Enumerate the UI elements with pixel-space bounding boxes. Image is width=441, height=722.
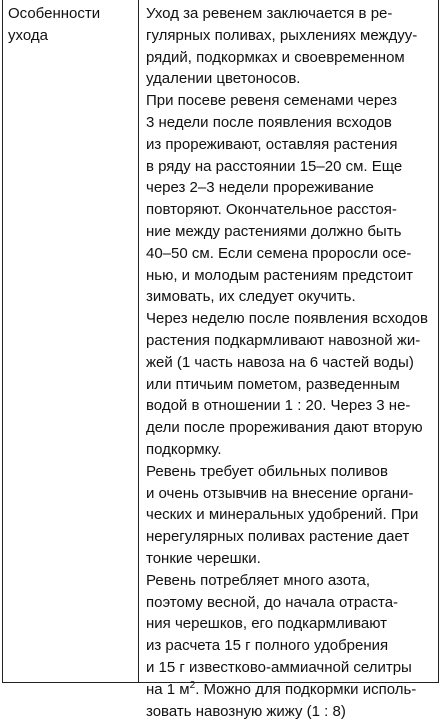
text-line: жей (1 часть навоза на 6 частей воды): [146, 352, 438, 374]
paragraph-care-overview: [146, 3, 438, 90]
text-line: и 15 г известково-аммиачной селитры: [146, 657, 438, 679]
text-fragment: на 1 м: [146, 681, 190, 698]
text-line: или птичьим пометом, разведенным: [146, 374, 438, 396]
text-line: через 2–3 недели прореживание: [146, 177, 438, 199]
content-cell: [146, 3, 438, 722]
text-line: рядий, подкормках и своевременном: [146, 47, 438, 69]
text-fragment: . Можно для подкормки исполь-: [195, 681, 416, 698]
text-line: ческих и минеральных удобрений. При: [146, 504, 438, 526]
text-line: подкормку.: [146, 439, 438, 461]
text-line: Через неделю после появления всходов: [146, 308, 438, 330]
superscript-square: 2: [190, 680, 196, 691]
text-line: ние между растениями должно быть: [146, 221, 438, 243]
text-line: поэтому весной, до начала отраста-: [146, 592, 438, 614]
text-line: 40–50 см. Если семена проросли осе-: [146, 243, 438, 265]
text-line: нерегулярных поливах растение дает: [146, 526, 438, 548]
text-line: водой в отношении 1 : 20. Через 3 не-: [146, 395, 438, 417]
paragraph-first-feeding: [146, 308, 438, 461]
text-line: и очень отзывчив на внесение органи-: [146, 483, 438, 505]
text-line: Ревень требует обильных поливов: [146, 461, 438, 483]
text-line: При посеве ревеня семенами через: [146, 90, 438, 112]
text-line: удалении цветоносов.: [146, 68, 438, 90]
label-cell: [8, 3, 134, 47]
paragraph-nitrogen: [146, 570, 438, 722]
label-line: Особенности: [8, 3, 134, 25]
text-line: в ряду на расстоянии 15–20 см. Еще: [146, 156, 438, 178]
text-line: зовать навозную жижу (1 : 8): [146, 701, 438, 722]
text-line: 3 недели после появления всходов: [146, 112, 438, 134]
text-line: повторяют. Окончательное расстоя-: [146, 199, 438, 221]
text-line: зимовать, их следует окучить.: [146, 286, 438, 308]
text-line: из прореживают, оставляя растения: [146, 134, 438, 156]
label-line: ухода: [8, 25, 134, 47]
text-line-with-superscript: [146, 679, 438, 701]
text-line: нью, и молодым растениям предстоит: [146, 265, 438, 287]
text-line: Уход за ревенем заключается в ре-: [146, 3, 438, 25]
text-line: дели после прореживания дают вторую: [146, 417, 438, 439]
text-line: тонкие черешки.: [146, 548, 438, 570]
paragraph-watering: [146, 461, 438, 570]
text-line: растения подкармливают навозной жи-: [146, 330, 438, 352]
text-line: гулярных поливах, рыхлениях междуу-: [146, 25, 438, 47]
text-line: из расчета 15 г полного удобрения: [146, 635, 438, 657]
text-line: Ревень потребляет много азота,: [146, 570, 438, 592]
text-line: ния черешков, его подкармливают: [146, 613, 438, 635]
paragraph-thinning: [146, 90, 438, 308]
column-divider: [138, 0, 139, 682]
care-table: [2, 0, 439, 683]
